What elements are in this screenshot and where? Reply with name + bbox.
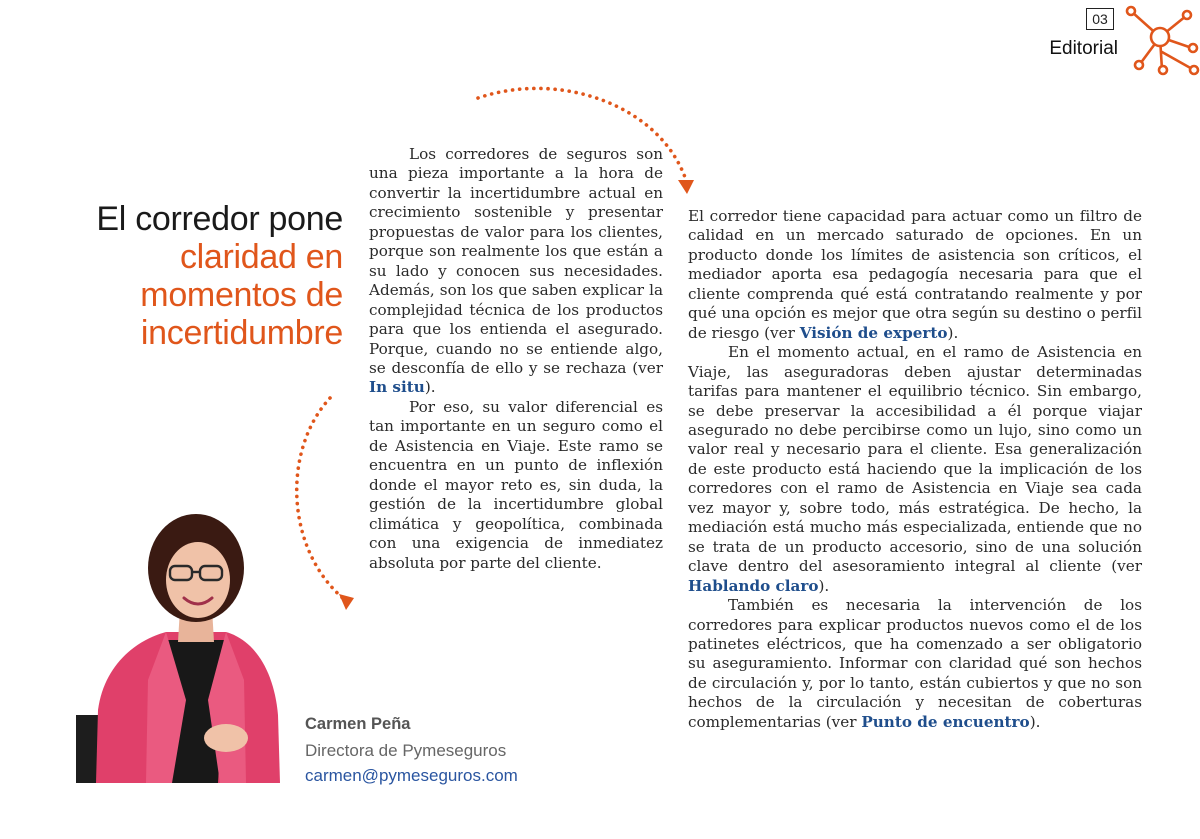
paragraph-1 [369,145,663,398]
paragraph-5 [688,596,1142,732]
author-portrait [76,500,286,783]
paragraph-1-end: ). [424,378,436,397]
text-column-left [369,145,663,573]
paragraph-4-text: En el momento actual, en el ramo de Asistencia en Viaje, las aseguradoras deben ajustar determinadas tarifas para mantener el equilibrio técnico. Sin embargo, se debe preservar la accesibilidad a él porque viajar asegurado no debe percibirse como un lujo, sino como un valor real y necesario para el cliente. Esa generalización de este producto está haciendo que la implicación de los corredores con el ramo de Asistencia en Viaje sea cada vez mayor y, sobre todo, más estratégica. De hecho, la mediación está mucho más especializada, entiende que no se trata de un producto accesorio, sino de una solución clave dentro del asesoramiento integral al cliente (ver [688,343,1142,576]
ref-vision-de-experto[interactable]: Visión de experto [799,323,948,342]
headline-line-2: claridad en [179,238,343,276]
network-icon [1122,4,1200,76]
headline-line-4: incertidumbre [140,314,343,352]
headline-line-1: El corredor pone [96,200,343,238]
paragraph-4-end: ). [818,576,830,595]
headline [3,200,343,352]
headline-line-3: momentos de [140,276,343,314]
paragraph-2: Por eso, su valor diferencial es tan importante en un seguro como el de Asistencia en Viaje. Este ramo se encuentra en un punto de inflexión donde el mayor reto es, sin duda, la gestión de la incertidumbre global climática y geopolítica, combinada con una exigencia de inmediatez absoluta por parte del cliente. [369,397,663,572]
paragraph-5-text: También es necesaria la intervención de los corredores para explicar productos nuevos como el de los patinetes eléctricos, que ha comenzado a ser obligatorio su aseguramiento. Informar con claridad qué son hechos de circulación y, por lo tanto, están cubiertos y que no son hechos de la circulación y necesitan de coberturas complementarias (ver [688,596,1142,731]
paragraph-3-end: ). [947,323,959,342]
paragraph-3-text: El corredor tiene capacidad para actuar como un filtro de calidad en un mercado saturado de opciones. En un producto donde los límites de asistencia son críticos, el mediador aporta esa pedagogía necesaria para que el cliente comprenda qué está contratando realmente y por qué una opción es mejor que otra según su destino o perfil de riesgo (ver [688,207,1142,342]
author-role: Directora de Pymeseguros [305,741,507,760]
paragraph-3 [688,207,1142,343]
author-name: Carmen Peña [305,715,411,733]
page-number: 03 [1086,8,1114,30]
ref-hablando-claro[interactable]: Hablando claro [688,576,819,595]
section-label: Editorial [1049,38,1118,59]
text-column-right [688,207,1142,732]
ref-punto-de-encuentro[interactable]: Punto de encuentro [861,712,1030,731]
paragraph-4 [688,343,1142,596]
author-email-link[interactable]: carmen@pymeseguros.com [305,766,518,785]
ref-in-situ[interactable]: In situ [369,378,425,397]
paragraph-1-text: Los corredores de seguros son una pieza importante a la hora de convertir la incertidumbre actual en crecimiento sostenible y presentar propuestas de valor para los clientes, porque son realmente los que están a su lado y conocen sus necesidades. Además, son los que saben explicar la complejidad técnica de los productos para que los entienda el asegurado. Porque, cuando no se entiende algo, se desconfía de ello y se rechaza (ver [369,145,663,377]
paragraph-5-end: ). [1029,712,1041,731]
